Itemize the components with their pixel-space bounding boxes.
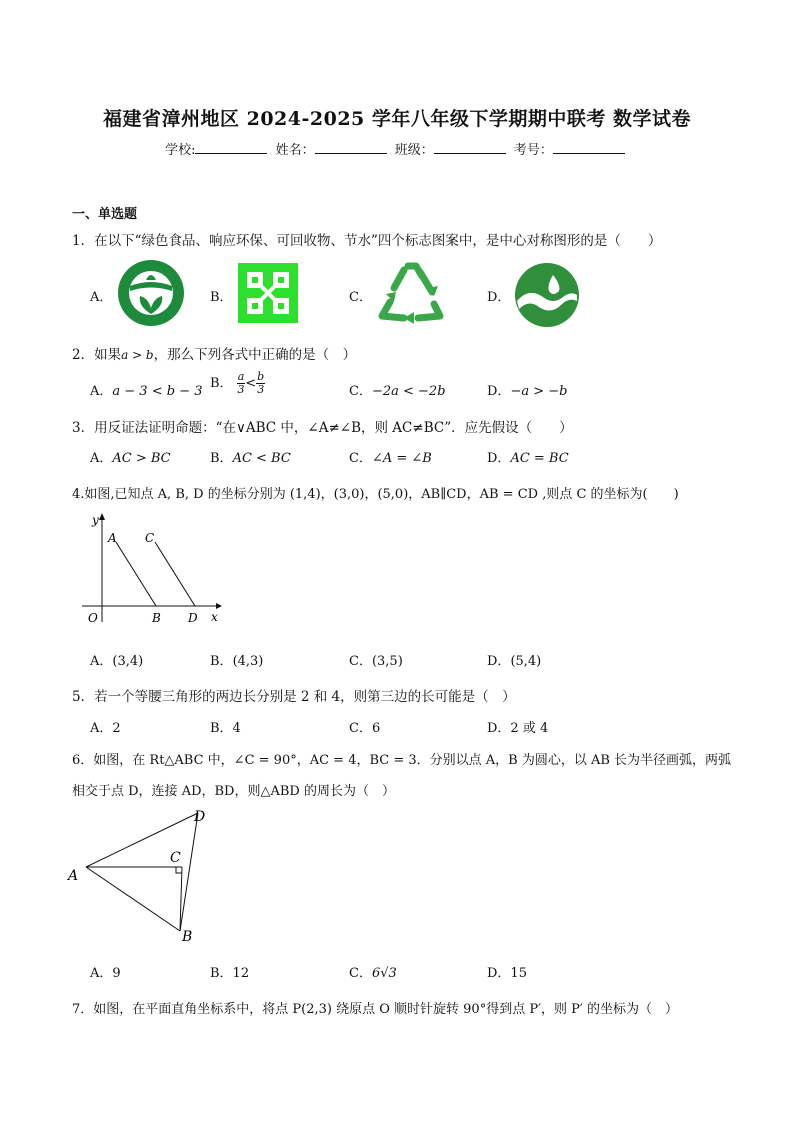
q1-option-b-label[interactable]: B． bbox=[210, 290, 233, 305]
q4-option-a[interactable]: A．(3,4) bbox=[90, 654, 144, 669]
name-blank[interactable] bbox=[315, 141, 387, 154]
q6-option-d[interactable]: D．15 bbox=[487, 966, 527, 981]
school-blank[interactable] bbox=[195, 141, 267, 154]
q2-option-b[interactable]: B． $\frac{a}{3}$ < $\frac{b}{3}$ bbox=[210, 370, 265, 396]
class-label: 班级： bbox=[394, 143, 434, 158]
q6-option-a[interactable]: A．9 bbox=[90, 966, 121, 981]
question-6-text-line-2: 相交于点 D，连接 AD，BD，则△ABD 的周长为（ ） bbox=[72, 784, 395, 799]
q4-option-d[interactable]: D．(5,4) bbox=[487, 654, 542, 669]
fraction-a-over-3: $\frac{a}{3}$ bbox=[237, 370, 245, 396]
q4-coordinate-figure bbox=[78, 508, 228, 634]
segment-cd bbox=[155, 542, 195, 606]
question-2-text: 2．如果a > b，那么下列各式中正确的是（ ） bbox=[72, 347, 357, 363]
q2-option-c[interactable]: C．−2a < −2b bbox=[349, 384, 446, 399]
q6-option-b[interactable]: B．12 bbox=[210, 966, 250, 981]
q5-option-a[interactable]: A．2 bbox=[90, 721, 121, 736]
q6-option-c[interactable]: C．6√3 bbox=[349, 966, 397, 981]
class-blank[interactable] bbox=[434, 141, 506, 154]
q2-option-a[interactable]: A．a − 3 < b − 3 bbox=[90, 384, 203, 399]
q1-option-a-label[interactable]: A． bbox=[90, 290, 113, 305]
q1-option-d-label[interactable]: D． bbox=[487, 290, 511, 305]
segment-ab bbox=[86, 867, 180, 931]
exam-number-blank[interactable] bbox=[553, 141, 625, 154]
section-title: 一、单选题 bbox=[72, 207, 138, 222]
point-d-label: D bbox=[194, 809, 206, 825]
y-label: y bbox=[92, 513, 99, 527]
right-angle-mark bbox=[176, 867, 182, 873]
q3-option-d[interactable]: D．AC = BC bbox=[487, 451, 569, 466]
q5-option-b[interactable]: B．4 bbox=[210, 721, 241, 736]
environmental-protection-logo-icon bbox=[237, 262, 299, 328]
exam-number-label: 考号： bbox=[513, 143, 553, 158]
question-4-text: 4.如图,已知点 A, B, D 的坐标分别为 (1,4)，(3,0)，(5,0)，AB∥CD，AB = CD ,则点 C 的坐标为( ) bbox=[72, 487, 679, 502]
q3-option-c[interactable]: C．∠A = ∠B bbox=[349, 451, 432, 466]
q5-option-c[interactable]: C．6 bbox=[349, 721, 381, 736]
q1-option-c-label[interactable]: C． bbox=[349, 290, 372, 305]
point-a-label: A bbox=[68, 868, 79, 884]
question-7-text: 7．如图，在平面直角坐标系中，将点 P(2,3) 绕原点 O 顺时针旋转 90°得到点 P′，则 P′ 的坐标为（ ） bbox=[72, 1002, 678, 1017]
x-axis-arrow bbox=[216, 603, 222, 609]
question-1-text: 1．在以下“绿色食品、响应环保、可回收物、节水”四个标志图案中，是中心对称图形的是（ ） bbox=[72, 233, 662, 249]
q2-option-d[interactable]: D．−a > −b bbox=[487, 384, 568, 399]
exam-title: 福建省漳州地区 2024-2025 学年八年级下学期期中联考 数学试卷 bbox=[103, 108, 691, 130]
school-label: 学校: bbox=[165, 143, 196, 158]
q3-option-b[interactable]: B．AC < BC bbox=[210, 451, 291, 466]
segment-ad bbox=[86, 813, 198, 867]
q6-triangle-figure bbox=[66, 803, 216, 949]
fraction-b-over-3: $\frac{b}{3}$ bbox=[257, 370, 265, 396]
point-a-label: A bbox=[108, 531, 117, 545]
q4-option-c[interactable]: C．(3,5) bbox=[349, 654, 403, 669]
question-3-text: 3．用反证法证明命题：“在∨ABC 中，∠A≠∠B，则 AC≠BC”．应先假设（ ） bbox=[72, 420, 573, 436]
question-5-text: 5．若一个等腰三角形的两边长分别是 2 和 4，则第三边的长可能是（ ） bbox=[72, 689, 516, 705]
segment-ab bbox=[116, 542, 156, 606]
point-b-label: B bbox=[152, 611, 161, 625]
recycling-logo-icon bbox=[374, 260, 450, 332]
water-saving-logo-icon bbox=[513, 261, 581, 333]
q4-option-b[interactable]: B．(4,3) bbox=[210, 654, 264, 669]
name-label: 姓名： bbox=[275, 143, 315, 158]
y-axis-arrow bbox=[99, 513, 105, 520]
x-label: x bbox=[211, 610, 218, 624]
q3-option-a[interactable]: A．AC > BC bbox=[90, 451, 171, 466]
point-b-label: B bbox=[182, 929, 193, 945]
segment-db bbox=[180, 813, 198, 931]
question-6-text-line-1: 6．如图，在 Rt△ABC 中，∠C = 90°，AC = 4，BC = 3．分别以点 A，B 为圆心，以 AB 长为半径画弧，两弧 bbox=[72, 753, 732, 768]
point-c-label: C bbox=[170, 850, 181, 866]
point-c-label: C bbox=[145, 531, 155, 545]
green-food-logo-icon bbox=[116, 258, 186, 332]
origin-label: O bbox=[88, 611, 98, 625]
point-d-label: D bbox=[188, 611, 198, 625]
q5-option-d[interactable]: D．2 或 4 bbox=[487, 721, 549, 736]
student-info-line bbox=[0, 139, 794, 158]
